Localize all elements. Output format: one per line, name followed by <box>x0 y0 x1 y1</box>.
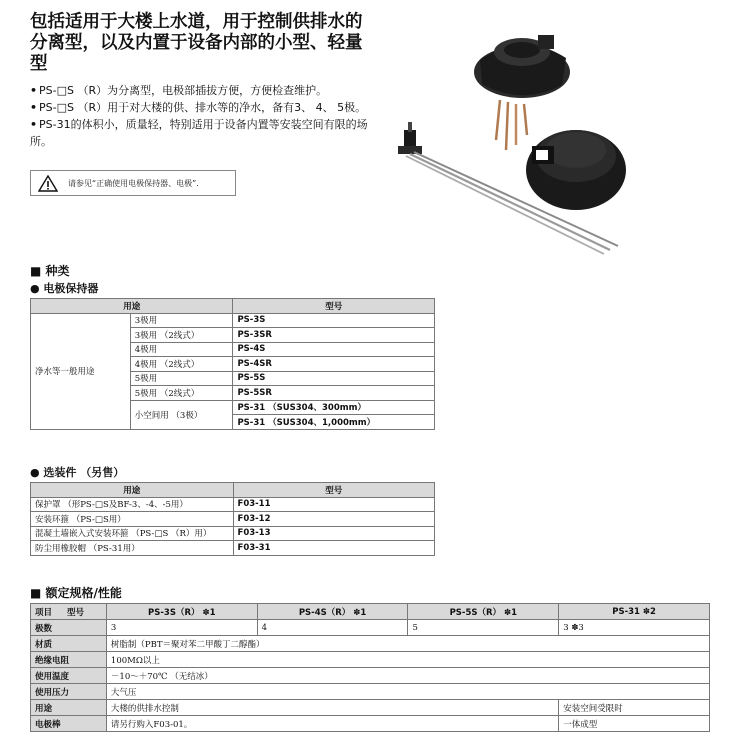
table-row: 4极用 PS-4S <box>31 342 435 357</box>
table-row: 使用温度 －10～＋70℃ （无结冰） <box>31 668 710 684</box>
options-table <box>30 482 435 556</box>
table-row: 3极用 （2线式） PS-3SR <box>31 328 435 343</box>
feature-item: • PS-□S （R）用于对大楼的供、排水等的净水，备有3、 4、 5极。 <box>30 101 367 114</box>
holders-table <box>30 298 435 430</box>
spec-table <box>30 603 710 732</box>
notice-box <box>30 170 236 196</box>
section-options-heading: ● 选装件 （另售） <box>30 466 125 479</box>
table-row: 电极棒 请另行购入F03-01。 一体成型 <box>31 716 710 732</box>
section-holders-heading: ● 电极保持器 <box>30 282 99 295</box>
table-row: 5极用 PS-5S <box>31 371 435 386</box>
section-specs-heading: ■ 额定规格/性能 <box>30 586 122 600</box>
table-row: 小空间用 （3极） PS-31 （SUS304、300mm） <box>31 400 435 415</box>
section-types-heading: ■ 种类 <box>30 264 70 278</box>
feature-item: • PS-□S （R）为分离型，电极部插拔方便，方便检查维护。 <box>30 84 328 97</box>
feature-list <box>30 82 380 150</box>
table-row: 使用压力 大气压 <box>31 684 710 700</box>
page-title: 包括适用于大楼上水道，用于控制供排水的分离型，以及内置于设备内部的小型、轻量型 <box>30 12 363 74</box>
feature-item: • PS-31的体积小，质量轻，特别适用于设备内置等安装空间有限的场所。 <box>30 118 368 148</box>
product-photo <box>388 10 628 260</box>
table-row: 5极用 （2线式） PS-5SR <box>31 386 435 401</box>
table-row: 混凝土墙嵌入式安装环箍 （PS-□S （R）用） F03-13 <box>31 526 435 541</box>
table-row: 极数 3 4 5 3 ✽3 <box>31 620 710 636</box>
table-row: 防尘用橡胶帽 （PS-31用） F03-31 <box>31 541 435 556</box>
corner-cell: 项目 型号 <box>31 604 107 620</box>
table-row: 用途 大楼的供排水控制 安装空间受限时 <box>31 700 710 716</box>
table-row: 项目 型号 PS-3S（R） ✽1 PS-4S（R） ✽1 PS-5S（R） ✽1 PS-31 ✽2 <box>31 604 710 620</box>
table-header: 型号 <box>233 483 434 498</box>
table-row: 净水等一般用途 3极用 PS-3S <box>31 313 435 328</box>
warning-icon <box>38 175 58 192</box>
table-row: 绝缘电阻 100MΩ以上 <box>31 652 710 668</box>
table-row: 安装环箍 （PS-□S用） F03-12 <box>31 512 435 527</box>
table-row: PS-31 （SUS304、1,000mm） <box>31 415 435 430</box>
table-row: 4极用 （2线式） PS-4SR <box>31 357 435 372</box>
table-header: 用途 <box>31 483 234 498</box>
purpose-cell: 净水等一般用途 <box>31 313 131 429</box>
table-row: 材质 树脂制（PBT＝聚对苯二甲酸丁二醇酯） <box>31 636 710 652</box>
table-header: 用途 <box>31 299 233 314</box>
table-header: 型号 <box>233 299 435 314</box>
table-row: 保护罩 （形PS-□S及BF-3、-4、-5用） F03-11 <box>31 497 435 512</box>
notice-text: 请参见“正确使用电极保持器、电极”. <box>68 178 199 188</box>
